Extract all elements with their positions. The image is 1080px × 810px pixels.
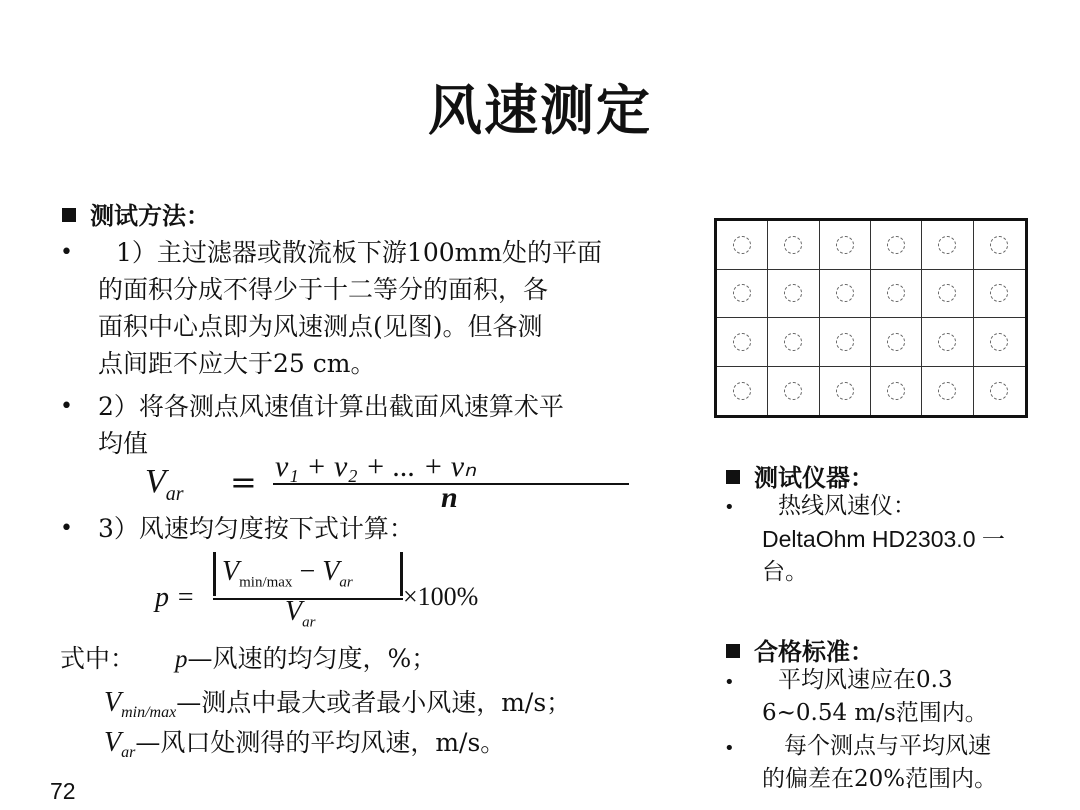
instrument-heading [726, 458, 874, 493]
grid-cell [871, 270, 922, 319]
grid-cell [820, 221, 871, 270]
bullet-icon: • [724, 738, 735, 759]
grid-cell [768, 318, 819, 367]
grid-cell [717, 221, 768, 270]
instrument-line: DeltaOhm HD2303.0 一 [762, 526, 1005, 552]
standard1-text [762, 664, 988, 730]
square-bullet-icon [726, 470, 740, 484]
formula-lhs: $V_{ar}$ [145, 463, 184, 505]
formula-numerator: v₁ + v₂ + ... + vₙ [275, 450, 476, 483]
grid-cell [922, 318, 973, 367]
absolute-value-bars [213, 552, 403, 596]
grid-cell [974, 318, 1025, 367]
method-heading-label: 测试方法： [90, 202, 210, 230]
grid-cell [768, 221, 819, 270]
item2-line: 2）将各测点风速值计算出截面风速算术平 [98, 392, 564, 421]
item1-text [98, 234, 602, 382]
formula2-denominator: $V_{ar}$ [285, 596, 316, 631]
formula2-abs-content: $V_{min/max} - V_{ar}$ [222, 556, 353, 591]
standard-heading [726, 632, 874, 667]
grid-cell [768, 367, 819, 416]
item2-line: 均值 [98, 429, 149, 458]
standard-line: 每个测点与平均风速 [784, 733, 991, 759]
grid-cell [871, 318, 922, 367]
grid-cell [717, 318, 768, 367]
item1-line: 1）主过滤器或散流板下游100mm处的平面 [116, 238, 603, 267]
instrument-heading-label: 测试仪器： [754, 464, 874, 492]
item1-line: 面积中心点即为风速测点(见图)。但各测 [98, 312, 543, 341]
grid-cell [717, 270, 768, 319]
measurement-point-grid [714, 218, 1028, 418]
standard-line: 的偏差在20%范围内。 [762, 766, 998, 792]
square-bullet-icon [62, 208, 76, 222]
page-title: 风速测定 [428, 79, 652, 142]
item3-text: 3）风速均匀度按下式计算： [98, 514, 414, 543]
bullet-icon: • [724, 672, 735, 693]
instrument-line: 台。 [762, 559, 808, 585]
grid-cell [974, 270, 1025, 319]
bullet-icon: • [60, 516, 73, 541]
grid-cell [820, 270, 871, 319]
legend-var: $V_{ar}—$风口处测得的平均风速，m/s。 [104, 727, 506, 761]
standard-line: 平均风速应在0.3 [778, 667, 953, 693]
standard-line: 6~0.54 m/s范围内。 [762, 700, 988, 726]
formula2-times: ×100% [403, 582, 479, 611]
legend-vminmax: $V_{min/max}—$测点中最大或者最小风速，m/s； [104, 687, 572, 721]
bullet-icon: • [60, 240, 73, 265]
bullet-icon: • [60, 394, 73, 419]
page-number: 72 [50, 778, 76, 804]
square-bullet-icon [726, 644, 740, 658]
grid-cell [820, 367, 871, 416]
bullet-icon: • [724, 497, 735, 518]
standard2-text [762, 730, 997, 796]
standard-heading-label: 合格标准： [754, 638, 874, 666]
grid-cell [974, 367, 1025, 416]
grid-cell [974, 221, 1025, 270]
grid-cell [871, 221, 922, 270]
grid-cell [820, 318, 871, 367]
formula-denominator: n [441, 481, 458, 514]
grid-cell [922, 270, 973, 319]
instrument-text [762, 490, 1005, 589]
formula-equals: = [230, 463, 257, 501]
legend-p: 式中： p—风速的均匀度，%； [60, 644, 437, 673]
grid-cell [871, 367, 922, 416]
item1-line: 的面积分成不得少于十二等分的面积，各 [98, 275, 549, 304]
uniformity-formula [155, 552, 535, 642]
mean-velocity-formula [145, 450, 635, 514]
grid-cell [768, 270, 819, 319]
method-heading [62, 196, 210, 231]
instrument-line: 热线风速仪： [778, 493, 916, 519]
formula2-lhs: p = [155, 582, 195, 613]
grid-cell [922, 367, 973, 416]
item1-line: 点间距不应大于25 cm。 [98, 349, 376, 378]
grid-cell [922, 221, 973, 270]
grid-cell [717, 367, 768, 416]
